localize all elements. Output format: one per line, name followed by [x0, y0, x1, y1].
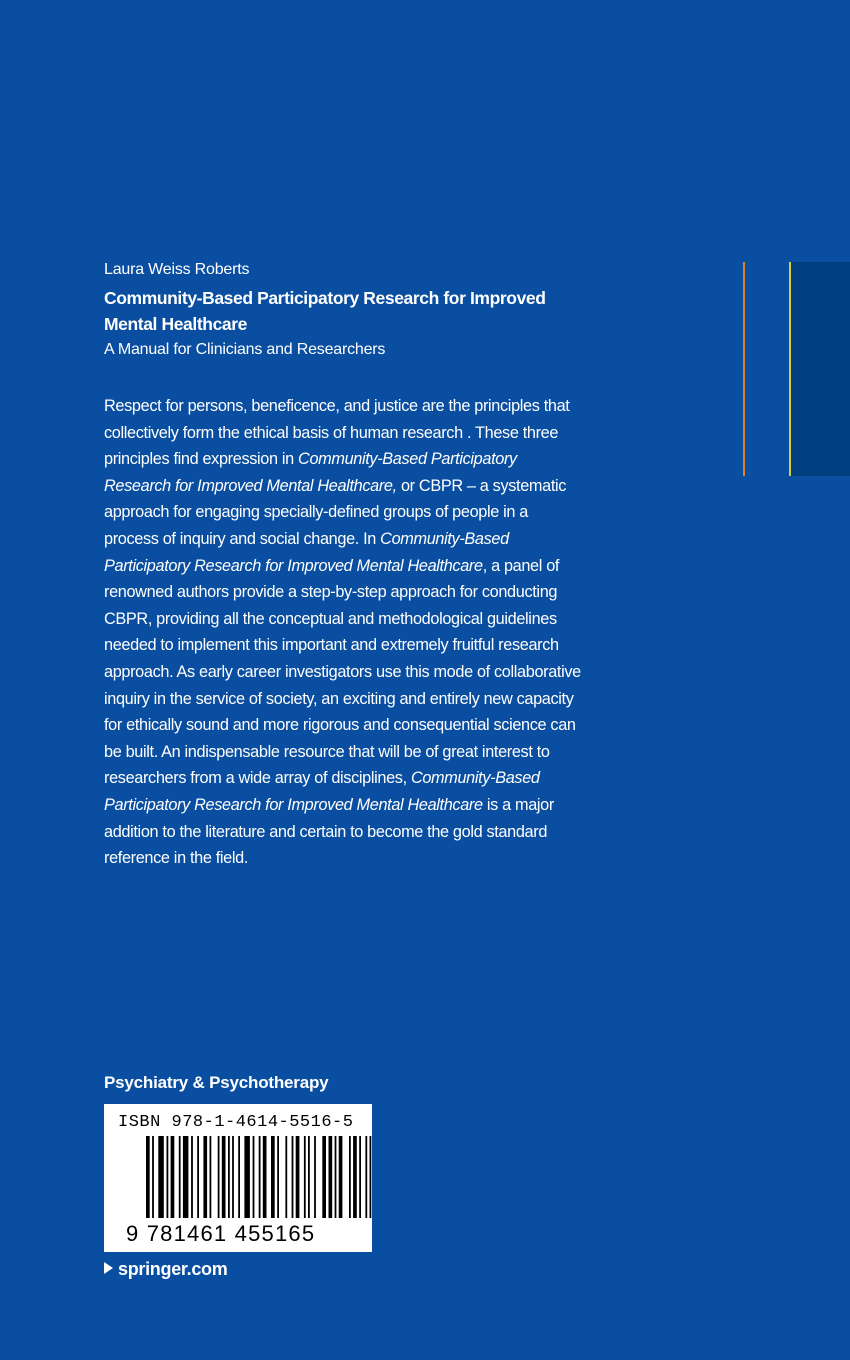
barcode-bar [167, 1136, 169, 1218]
barcode-bar [218, 1136, 220, 1218]
orange-spine-rule [743, 262, 745, 476]
barcode-bar [197, 1136, 199, 1218]
barcode-bar [335, 1136, 337, 1218]
barcode-bar [244, 1136, 250, 1218]
barcode-bar [329, 1136, 333, 1218]
barcode-bar [232, 1136, 234, 1218]
barcode-bar [253, 1136, 255, 1218]
barcode-bar [146, 1136, 150, 1218]
book-subtitle: A Manual for Clinicians and Researchers [104, 341, 386, 358]
barcode-bar [271, 1136, 275, 1218]
barcode-bar [222, 1136, 226, 1218]
description-italic-title-3: Community-Based Participatory Research for Improved Mental Healthcare [104, 769, 540, 814]
springer-link-label: springer.com [118, 1259, 228, 1279]
barcode-bar [353, 1136, 357, 1218]
barcode-bar [263, 1136, 267, 1218]
spine-band [791, 262, 850, 476]
barcode-bar [179, 1136, 181, 1218]
isbn-label: ISBN 978-1-4614-5516-5 [118, 1113, 354, 1132]
barcode-bar [191, 1136, 193, 1218]
barcode-bar [285, 1136, 287, 1218]
barcode-digits: 9 781461 455165 [126, 1221, 316, 1246]
barcode-bar [296, 1136, 300, 1218]
barcode-bar [238, 1136, 240, 1218]
barcode-bar [304, 1136, 306, 1218]
description-italic-title-2: Community-Based Participatory Research for Improved Mental Healthcare [104, 529, 509, 575]
isbn-barcode [104, 1104, 372, 1252]
barcode-bar [183, 1136, 189, 1218]
springer-link[interactable] [104, 1259, 227, 1280]
barcode-bar [277, 1136, 279, 1218]
barcode-bar [308, 1136, 310, 1218]
description-text-3: , a panel of renowned authors provide a step-by-step approach for conducting CBPR, providing all the conceptual and methodological guidelines needed to implement this important and extremely fruitful research approach. As early career investigators use this mode of collaborative inquiry in the service of society, an exciting and entirely new capacity for ethically sound and more rigorous and consequential science can be built. An indispensable resource that will be of great interest to researchers from a wide array of disciplines, [104, 556, 581, 788]
description-text-1: Respect for persons, beneficence, and justice are the principles that collectively form the ethical basis of human research . These three principles find expression in [104, 397, 570, 469]
subject-category: Psychiatry & Psychotherapy [104, 1073, 329, 1092]
book-title [104, 285, 564, 337]
barcode-bar [152, 1136, 154, 1218]
description-text-4: is a major addition to the literature and certain to become the gold standard reference in the field. [104, 795, 554, 868]
barcode-bar [292, 1136, 294, 1218]
barcode-bar [314, 1136, 316, 1218]
barcode-bar [370, 1136, 372, 1218]
barcode-bar [158, 1136, 164, 1218]
barcode-bar [349, 1136, 351, 1218]
book-description [104, 393, 584, 872]
arrow-right-icon [104, 1262, 113, 1274]
barcode-bar [259, 1136, 261, 1218]
barcode-bar [359, 1136, 361, 1218]
description-italic-title-1: Community-Based Participatory Research for Improved Mental Healthcare, [104, 450, 517, 495]
barcode-bar [365, 1136, 367, 1218]
barcode-bar [228, 1136, 230, 1218]
description-text-2: or CBPR – a systematic approach for engaging specially-defined groups of people in a process of inquiry and social change. In [104, 476, 567, 548]
barcode-bar [171, 1136, 175, 1218]
title-line-1: Community-Based Participatory Research for Improved [104, 288, 546, 308]
barcode-bar [210, 1136, 212, 1218]
title-line-2: Mental Healthcare [104, 314, 247, 334]
barcode-bar [322, 1136, 326, 1218]
barcode-bar [203, 1136, 207, 1218]
author-name: Laura Weiss Roberts [104, 261, 250, 278]
barcode-bar [339, 1136, 343, 1218]
